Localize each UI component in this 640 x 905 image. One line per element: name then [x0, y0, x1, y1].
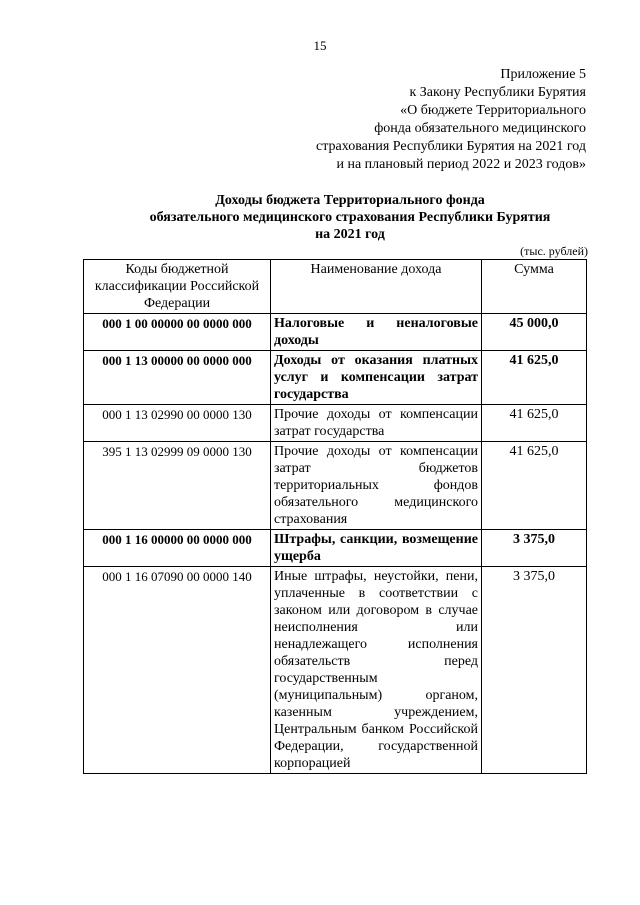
row-name: Штрафы, санкции, возмещение ущерба [271, 530, 482, 567]
table-row [84, 314, 587, 351]
row-code: 000 1 13 02990 00 0000 130 [84, 405, 271, 442]
row-name: Иные штрафы, неустойки, пени, уплаченные в соответствии с законом или договором в случае неисполнения или ненадлежащего исполнения обязательств перед государственным (муниципальным) органом, казенным учреждением, Центральным банком Российской Федерации, государственной корпорацией [271, 567, 482, 774]
title-line: Доходы бюджета Территориального фонда [215, 193, 485, 208]
appendix-line: к Закону Республики Бурятия [409, 85, 586, 100]
table-row [84, 351, 587, 405]
table-row [84, 405, 587, 442]
table-header-row [84, 260, 587, 314]
row-code: 395 1 13 02999 09 0000 130 [84, 442, 271, 530]
table-row [84, 567, 587, 774]
header-sum: Сумма [482, 260, 587, 314]
row-name: Доходы от оказания платных услуг и компенсации затрат государства [271, 351, 482, 405]
row-name: Налоговые и неналоговые доходы [271, 314, 482, 351]
revenue-table [83, 259, 587, 774]
row-code: 000 1 16 07090 00 0000 140 [84, 567, 271, 774]
row-sum: 41 625,0 [482, 351, 587, 405]
row-name: Прочие доходы от компенсации затрат государства [271, 405, 482, 442]
row-code: 000 1 16 00000 00 0000 000 [84, 530, 271, 567]
row-sum: 41 625,0 [482, 442, 587, 530]
page-number: 15 [313, 38, 327, 53]
row-sum: 3 375,0 [482, 567, 587, 774]
title-line: обязательного медицинского страхования Республики Бурятия [149, 210, 551, 225]
table-row [84, 530, 587, 567]
appendix-line: Приложение 5 [500, 67, 586, 82]
table-row [84, 442, 587, 530]
document-title [60, 192, 640, 243]
units-label: (тыс. рублей) [520, 244, 588, 258]
row-name: Прочие доходы от компенсации затрат бюджетов территориальных фондов обязательного медицинского страхования [271, 442, 482, 530]
appendix-line: страхования Республики Бурятия на 2021 год [316, 139, 586, 154]
row-sum: 41 625,0 [482, 405, 587, 442]
row-code: 000 1 13 00000 00 0000 000 [84, 351, 271, 405]
appendix-line: фонда обязательного медицинского [374, 121, 586, 136]
row-sum: 3 375,0 [482, 530, 587, 567]
header-code: Коды бюджетной классификации Российской Федерации [84, 260, 271, 314]
appendix-header [286, 66, 586, 174]
row-code: 000 1 00 00000 00 0000 000 [84, 314, 271, 351]
appendix-line: и на плановый период 2022 и 2023 годов» [336, 157, 586, 172]
row-sum: 45 000,0 [482, 314, 587, 351]
appendix-line: «О бюджете Территориального [400, 103, 586, 118]
title-line: на 2021 год [315, 227, 385, 242]
header-name: Наименование дохода [271, 260, 482, 314]
